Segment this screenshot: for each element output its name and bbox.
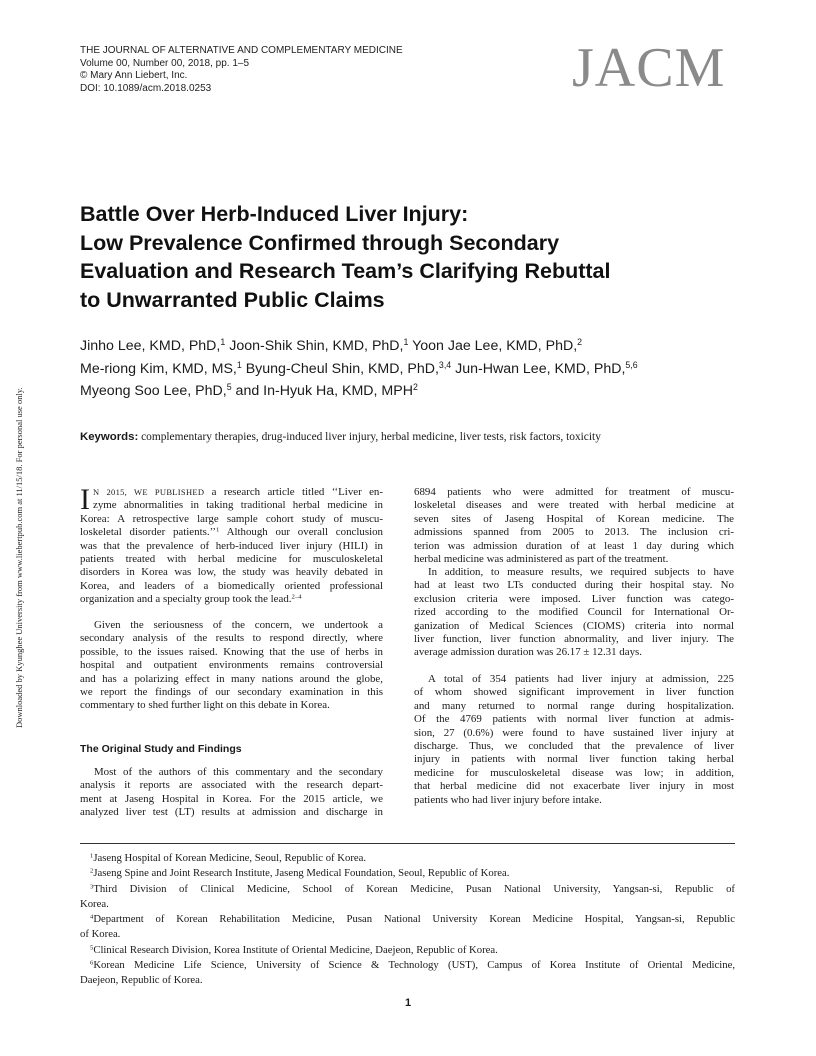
text-line: and has a polarizing effect in many nations around the globe,: [80, 672, 383, 685]
author-name: Byung-Cheul Shin, KMD, PhD,: [241, 360, 439, 377]
citation: 2–4: [291, 593, 302, 601]
text-line: A total of 354 patients had liver injury at admission, 225: [428, 673, 734, 685]
text-line: we report the findings of our secondary examination in this: [80, 685, 383, 698]
text-line: ganization of Medical Sciences (CIOMS) criteria into normal: [414, 619, 734, 632]
text-line: average admission duration was 26.17 ± 12.31 days.: [414, 646, 642, 659]
journal-copyright: © Mary Ann Liebert, Inc.: [80, 70, 188, 82]
footnote: [80, 882, 735, 897]
text-line: of whom showed significant improvement in liver function: [414, 686, 734, 699]
journal-header: [80, 45, 500, 95]
text-line: injury in patients with normal liver function taking herbal: [414, 753, 734, 766]
text-line: terion was admission duration of at least 1 day during which: [414, 539, 734, 552]
author-affiliation: 3,4: [438, 359, 452, 370]
text-line: Korea, and leaders of a biomedically oriented professional: [80, 579, 383, 592]
text-line: Of the 4769 patients with normal liver function at admis-: [414, 713, 734, 726]
text-line: sion, 27 (0.6%) were found to have sustained liver injury at: [414, 726, 734, 739]
text-line: rized according to the modified Council for International Or-: [414, 606, 734, 619]
title-line: to Unwarranted Public Claims: [80, 287, 385, 312]
author-affiliation: 2: [577, 337, 583, 348]
text-line: In addition, to measure results, we required subjects to have: [428, 566, 734, 578]
keywords-label: Keywords:: [80, 431, 139, 443]
author-name: Jinho Lee, KMD, PhD,: [80, 338, 221, 354]
body-paragraph: [80, 766, 383, 820]
footnote: [80, 866, 735, 881]
text-line: Korea: A retrospective large sample cohort study of muscu-: [80, 512, 383, 525]
text-line: analyzed liver test (LT) results at admission and discharge in: [80, 806, 383, 819]
author-affiliation: 1: [403, 337, 409, 348]
text-line: ment at Jaseng Hospital in Korea. For the 2015 article, we: [80, 792, 383, 805]
drop-cap: I: [80, 483, 90, 516]
footnote-number: 2: [90, 867, 94, 875]
text-line: Given the seriousness of the concern, we undertook a: [94, 619, 383, 631]
text-line: patients who had liver injury before intake.: [414, 793, 602, 806]
title-line: Evaluation and Research Team’s Clarifying Rebuttal: [80, 259, 611, 283]
journal-doi: DOI: 10.1089/acm.2018.0253: [80, 82, 212, 94]
author-affiliation: 1: [220, 337, 226, 348]
text-fragment: a research article titled ‘‘Liver en-: [204, 486, 383, 498]
keywords-text: complementary therapies, drug-induced liver injury, herbal medicine, liver tests, risk factors, toxicity: [138, 431, 601, 443]
page-number: 1: [404, 997, 412, 1009]
keywords: [80, 430, 740, 444]
text-line: exclusion criteria were imposed. Liver function was catego-: [414, 592, 734, 605]
author-affiliation: 5,6: [625, 359, 638, 370]
text-line: commentary to shed further light on this debate in Korea.: [80, 699, 330, 712]
text-line: disorders in Korea was low, the study was heavily debated in: [80, 566, 383, 579]
author-name: and In-Hyuk Ha, KMD, MPH: [231, 383, 413, 399]
journal-name: THE JOURNAL OF ALTERNATIVE AND COMPLEMENTARY MEDICINE: [80, 45, 403, 56]
author-line: [80, 380, 740, 403]
footnote-text: Clinical Research Division, Korea Institute of Oriental Medicine, Daejeon, Republic of Korea.: [93, 943, 498, 956]
text-line: admissions spanned from 2005 to 2013. The inclusion cri-: [414, 526, 734, 539]
footnote-divider: [80, 843, 735, 844]
text-line: that herbal medicine did not exacerbate liver injury in most: [414, 780, 734, 793]
footnote: [80, 912, 735, 927]
article-title: [80, 200, 720, 314]
text-line: [80, 526, 383, 539]
section-heading: The Original Study and Findings: [80, 743, 242, 755]
footnote-continuation: Korea.: [80, 897, 109, 910]
text-line: patients treated with herbal medicine for musculoskeletal: [80, 552, 383, 565]
footnote-number: 3: [90, 882, 94, 890]
footnote-number: 1: [90, 852, 94, 860]
intro-smallcaps: N 2015, WE PUBLISHED: [93, 487, 205, 497]
body-paragraph: [414, 486, 734, 566]
text-line: had at least two LTs conducted during their hospital stay. No: [414, 579, 734, 592]
text-line: and many returned to normal range during hospitalization.: [414, 699, 734, 712]
footnote-text: Third Division of Clinical Medicine, School of Korean Medicine, Pusan National University, Yangsan-si, Republic of: [93, 882, 735, 895]
text-line: Most of the authors of this commentary and the secondary: [94, 766, 383, 778]
intro-paragraph: [80, 483, 383, 607]
author-list: [80, 335, 740, 403]
author-line: [80, 335, 740, 358]
author-name: Myeong Soo Lee, PhD,: [80, 383, 227, 399]
footnotes: [80, 851, 735, 989]
author-line: [80, 358, 740, 381]
journal-volume: Volume 00, Number 00, 2018, pp. 1–5: [80, 57, 250, 69]
title-line: Low Prevalence Confirmed through Secondary: [80, 230, 560, 255]
footnote-number: 5: [90, 944, 94, 952]
author-affiliation: 1: [236, 359, 242, 370]
footnote-number: 6: [90, 959, 94, 967]
body-paragraph: [414, 673, 734, 807]
author-name: Yoon Jae Lee, KMD, PhD,: [408, 338, 578, 354]
text-line: zyme abnormalities in taking traditional herbal medicine in: [93, 499, 383, 512]
text-line: [80, 486, 383, 499]
text-line: analysis it reports are associated with the research depart-: [80, 779, 383, 792]
footnote-number: 4: [90, 913, 94, 921]
author-affiliation: 5: [226, 382, 232, 393]
author-name: Me-riong Kim, KMD, MS,: [80, 360, 237, 377]
body-paragraph: [414, 566, 734, 660]
text-line: 6894 patients who were admitted for treatment of muscu-: [414, 486, 734, 498]
body-paragraph: [80, 619, 383, 713]
text-line: discharge. Thus, we concluded that the prevalence of liver: [414, 739, 734, 752]
text-line: was that the prevalence of herb-induced liver injury (HILI) in: [80, 539, 383, 552]
author-name: Joon-Shik Shin, KMD, PhD,: [225, 338, 404, 354]
text-line: [80, 593, 383, 606]
text-line: liver function, liver function abnormality, and liver injury. The: [414, 632, 734, 645]
citation: 1: [216, 526, 220, 534]
text-fragment: Although our overall conclusion: [219, 526, 383, 539]
footnote: [80, 943, 735, 958]
download-watermark: Downloaded by Kyunghee University from www.liebertpub.com at 11/15/18. For personal use only.: [14, 387, 24, 728]
text-line: herbal medicine was administered as part of the treatment.: [414, 552, 669, 565]
author-name: Jun-Hwan Lee, KMD, PhD,: [451, 360, 626, 377]
author-affiliation: 2: [412, 382, 418, 393]
text-line: secondary analysis of the results to respond directly, where: [80, 632, 383, 645]
title-line: Battle Over Herb-Induced Liver Injury:: [80, 202, 469, 226]
text-line: medicine for musculoskeletal disease was low; in addition,: [414, 766, 734, 779]
journal-logo: JACM: [572, 37, 726, 99]
footnote-text: Jaseng Spine and Joint Research Institute, Jaseng Medical Foundation, Seoul, Republic of Korea.: [93, 867, 510, 880]
footnote-continuation: Daejeon, Republic of Korea.: [80, 974, 203, 987]
footnote: [80, 958, 735, 973]
text-line: seven sites of Jaseng Hospital of Korean medicine. The: [414, 512, 734, 525]
footnote-continuation: of Korea.: [80, 928, 121, 941]
text-line: loskeletal diseases and were treated with herbal medicine at: [414, 499, 734, 512]
text-line: possible, to the issues raised. Knowing that the use of herbs in: [80, 645, 383, 658]
footnote-text: Department of Korean Rehabilitation Medicine, Pusan National University Korean Medicine Hospital, Yangsan-si, Republic: [93, 913, 735, 926]
footnote: [80, 851, 735, 866]
text-line: hospital and outpatient environments remains controversial: [80, 659, 383, 672]
footnote-text: Jaseng Hospital of Korean Medicine, Seoul, Republic of Korea.: [93, 852, 367, 864]
text-fragment: loskeletal disorder patients.’’: [80, 526, 217, 539]
text-fragment: organization and a specialty group took the lead.: [80, 593, 292, 606]
footnote-text: Korean Medicine Life Science, University of Science & Technology (UST), Campus of Korea Institute of Oriental Medicine,: [93, 959, 735, 972]
